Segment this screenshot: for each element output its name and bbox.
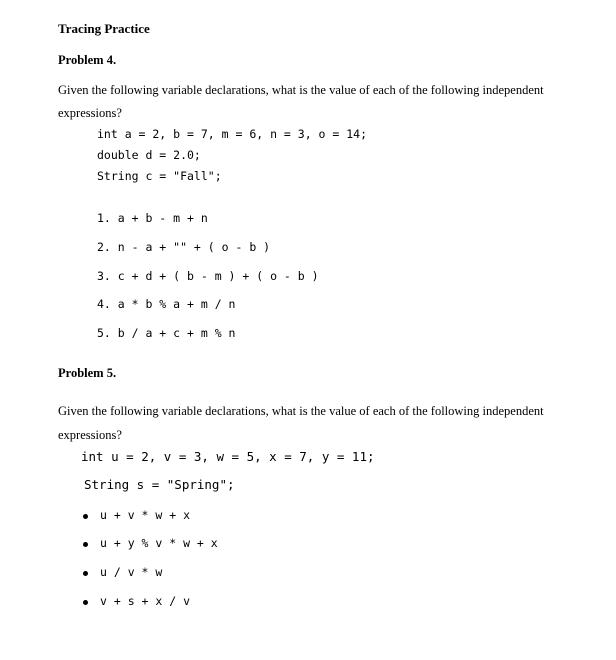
problem-5-expression: u / v * w xyxy=(100,565,163,579)
problem-4-expression: 5. b / a + c + m % n xyxy=(97,326,236,340)
problem-4-declaration-double: double d = 2.0; xyxy=(97,148,201,162)
document-title: Tracing Practice xyxy=(58,21,150,36)
problem-4-declaration-int: int a = 2, b = 7, m = 6, n = 3, o = 14; xyxy=(97,127,368,141)
problem-4-heading: Problem 4. xyxy=(58,53,117,67)
bullet-icon xyxy=(83,571,88,576)
problem-4-intro-line-1: Given the following variable declarations, what is the value of each of the following independent xyxy=(58,83,544,97)
problem-5-intro-line-1: Given the following variable declarations, what is the value of each of the following independent xyxy=(58,404,544,418)
problem-4-expression: 3. c + d + ( b - m ) + ( o - b ) xyxy=(97,269,319,283)
bullet-icon xyxy=(83,542,88,547)
problem-5-heading: Problem 5. xyxy=(58,366,117,380)
problem-4-expression: 1. a + b - m + n xyxy=(97,211,208,225)
bullet-icon xyxy=(83,514,88,519)
problem-5-intro-line-2: expressions? xyxy=(58,428,122,442)
problem-5-declaration-int: int u = 2, v = 3, w = 5, x = 7, y = 11; xyxy=(81,449,375,464)
problem-4-declaration-string: String c = "Fall"; xyxy=(97,169,222,183)
problem-4-expression: 4. a * b % a + m / n xyxy=(97,297,236,311)
problem-5-expression: u + y % v * w + x xyxy=(100,536,218,550)
problem-5-expression: u + v * w + x xyxy=(100,508,191,522)
problem-4-intro-line-2: expressions? xyxy=(58,106,122,120)
bullet-icon xyxy=(83,600,88,605)
problem-5-expression: v + s + x / v xyxy=(100,594,191,608)
problem-5-declaration-string: String s = "Spring"; xyxy=(84,477,235,492)
problem-4-expression: 2. n - a + "" + ( o - b ) xyxy=(97,240,271,254)
